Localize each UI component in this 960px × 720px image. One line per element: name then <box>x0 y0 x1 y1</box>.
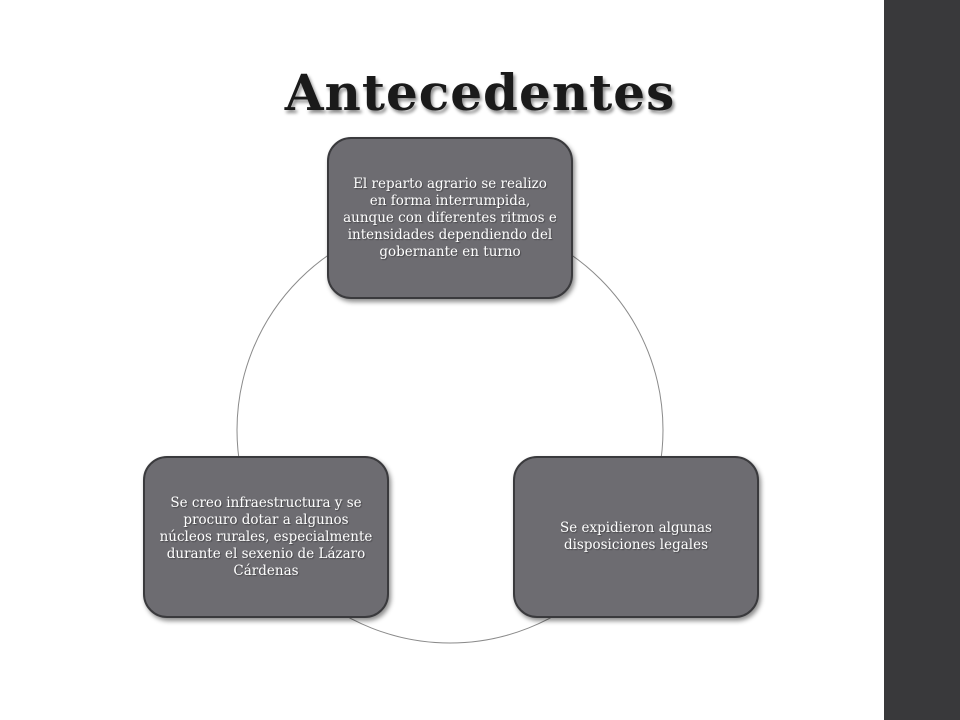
cycle-node-left <box>143 456 389 618</box>
cycle-node-right-text: Se expidieron algunas disposiciones legales <box>560 520 712 553</box>
side-bar <box>884 0 960 720</box>
cycle-node-top <box>327 137 573 299</box>
slide-title: Antecedentes <box>284 63 676 122</box>
cycle-node-right <box>513 456 759 618</box>
cycle-node-left-text: Se creo infraestructura y se procuro dotar a algunos núcleos rurales, especialmente durante el sexenio de Lázaro Cárdenas <box>159 494 373 579</box>
cycle-node-top-text: El reparto agrario se realizo en forma interrumpida, aunque con diferentes ritmos e intensidades dependiendo del gobernante en turno <box>343 175 557 260</box>
